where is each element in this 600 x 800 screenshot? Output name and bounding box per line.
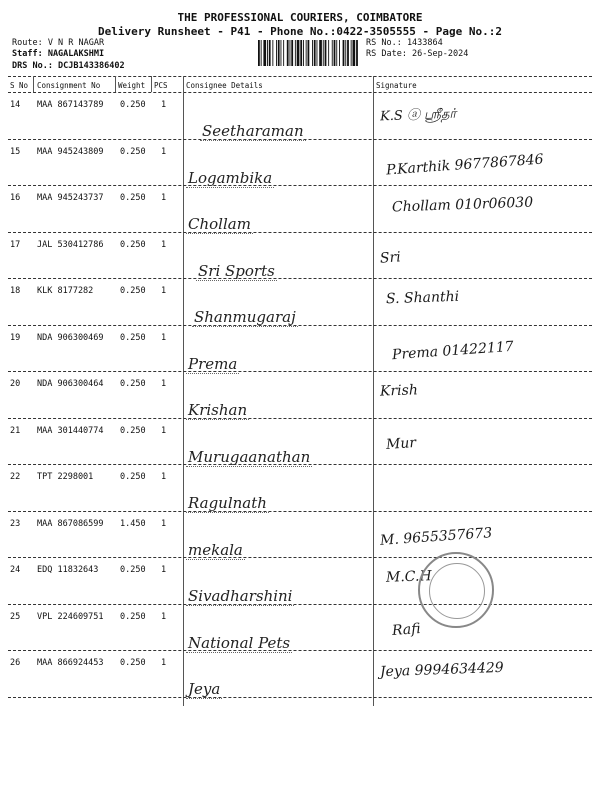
row-signature: Mur	[385, 434, 417, 453]
row-consignee-handwritten: Ragulnath	[188, 494, 267, 512]
barcode-bar	[306, 40, 307, 66]
col-consignee: Consignee Details	[186, 81, 263, 90]
row-weight: 0.250	[120, 286, 146, 296]
row-sno: 23	[10, 518, 21, 529]
rs-number: RS No.: 1433864	[366, 38, 443, 48]
row-consignee-handwritten: mekala	[188, 540, 243, 559]
col-pcs: PCS	[154, 81, 168, 90]
row-pcs: 1	[161, 100, 167, 110]
row-sno: 19	[10, 332, 21, 343]
barcode-bar	[319, 40, 322, 66]
row-consignee-handwritten: Shanmugaraj	[194, 308, 296, 326]
row-sno: 25	[10, 611, 21, 622]
row-pcs: 1	[161, 146, 167, 157]
barcode-bar	[290, 40, 291, 66]
row-signature: Jeya 9994634429	[379, 659, 504, 681]
barcode-bar	[267, 40, 268, 66]
row-pcs: 1	[161, 518, 167, 529]
barcode-bar	[312, 40, 313, 66]
barcode-bar	[328, 40, 329, 66]
row-consignment-no: JAL 530412786	[37, 239, 104, 250]
barcode-bar	[317, 40, 318, 66]
row-consignment-no: NDA 906300469	[37, 332, 104, 343]
row-sno: 17	[10, 239, 21, 250]
drs-label: DRS No.: DCJB143386402	[12, 61, 125, 71]
row-weight: 1.450	[120, 518, 146, 529]
row-sno: 18	[10, 286, 21, 296]
route-label: Route: V N R NAGAR	[12, 38, 105, 48]
barcode-bar	[345, 40, 346, 66]
row-separator	[8, 418, 592, 419]
col-sno: S No	[10, 81, 29, 90]
barcode-bar	[353, 40, 356, 66]
col-divider	[183, 76, 184, 706]
row-separator	[8, 371, 592, 372]
row-sno: 26	[10, 658, 21, 668]
row-signature: P.Karthik 9677867846	[385, 151, 545, 178]
row-consignee-handwritten: Sri Sports	[198, 261, 275, 280]
company-title: THE PROFESSIONAL COURIERS, COIMBATORE	[177, 11, 423, 24]
row-consignee-handwritten: Chollam	[188, 215, 251, 233]
barcode-bar	[283, 40, 284, 66]
table-header-rule	[8, 92, 592, 93]
col-divider	[115, 76, 116, 92]
barcode-bar	[334, 40, 336, 66]
row-sno: 24	[10, 565, 21, 575]
barcode-bar	[295, 40, 296, 66]
row-sno: 14	[10, 100, 21, 110]
row-consignment-no: KLK 8177282	[37, 286, 94, 296]
row-consignment-no: MAA 866924453	[37, 658, 104, 668]
row-pcs: 1	[161, 425, 167, 436]
row-pcs: 1	[161, 239, 167, 250]
row-weight: 0.250	[120, 100, 146, 110]
row-weight: 0.250	[120, 658, 146, 668]
row-consignment-no: EDQ 11832643	[37, 565, 99, 575]
row-signature: S. Shanthi	[385, 288, 460, 308]
barcode-bar	[269, 40, 271, 66]
row-consignment-no: TPT 2298001	[37, 472, 94, 482]
row-weight: 0.250	[120, 425, 146, 436]
row-pcs: 1	[161, 193, 167, 203]
row-consignee-handwritten: Jeya	[188, 680, 221, 698]
row-pcs: 1	[161, 611, 167, 622]
row-weight: 0.250	[120, 379, 146, 389]
col-weight: Weight	[118, 81, 146, 90]
row-consignee-handwritten: Murugaanathan	[188, 447, 311, 466]
row-separator	[8, 232, 592, 233]
row-consignee-handwritten: National Pets	[188, 633, 291, 652]
barcode-bar	[287, 40, 289, 66]
row-sno: 20	[10, 379, 21, 389]
barcode-bar	[263, 40, 266, 66]
row-consignment-no: NDA 906300464	[37, 379, 104, 389]
row-separator	[8, 697, 592, 698]
row-separator	[8, 185, 592, 186]
barcode-bar	[303, 40, 304, 66]
col-consignment: Consignment No	[37, 81, 101, 90]
barcode-bar	[297, 40, 300, 66]
row-separator	[8, 464, 592, 465]
row-separator	[8, 557, 592, 558]
row-pcs: 1	[161, 286, 167, 296]
barcode-bar	[308, 40, 310, 66]
barcode-bar	[276, 40, 277, 66]
barcode-bar	[314, 40, 316, 66]
barcode-bar	[336, 40, 337, 66]
row-sno: 21	[10, 425, 21, 436]
barcode-bar	[343, 40, 345, 66]
col-signature: Signature	[376, 81, 417, 90]
row-separator	[8, 511, 592, 512]
col-divider	[33, 76, 34, 92]
company-stamp	[418, 552, 494, 628]
row-consignee-handwritten: Seetharaman	[202, 122, 304, 140]
row-consignment-no: MAA 301440774	[37, 425, 104, 436]
table-top-rule	[8, 76, 592, 77]
row-weight: 0.250	[120, 472, 146, 482]
barcode-bar	[339, 40, 340, 66]
row-weight: 0.250	[120, 332, 146, 343]
barcode-bar	[300, 40, 302, 66]
rs-date: RS Date: 26-Sep-2024	[366, 49, 469, 59]
row-weight: 0.250	[120, 611, 146, 622]
barcode-bar	[325, 40, 327, 66]
barcode-bar	[332, 40, 333, 66]
barcode-bar	[323, 40, 324, 66]
col-divider	[373, 76, 374, 706]
row-signature: M. 9655357673	[379, 524, 493, 549]
row-separator	[8, 278, 592, 279]
row-weight: 0.250	[120, 146, 146, 157]
row-sno: 22	[10, 472, 21, 482]
row-signature: K.S ⓐ ஸ்ரீதர்	[379, 106, 457, 125]
row-consignee-handwritten: Logambika	[188, 168, 273, 187]
row-pcs: 1	[161, 472, 167, 482]
barcode	[258, 40, 358, 66]
row-signature: Chollam 010r06030	[391, 194, 534, 216]
barcode-bar	[272, 40, 273, 66]
barcode-bar	[291, 40, 293, 66]
row-consignment-no: MAA 945243809	[37, 146, 104, 157]
row-sno: 15	[10, 146, 21, 157]
row-consignee-handwritten: Prema	[188, 354, 238, 373]
row-consignee-handwritten: Sivadharshini	[188, 587, 293, 605]
barcode-bar	[261, 40, 262, 66]
row-separator	[8, 604, 592, 605]
row-weight: 0.250	[120, 193, 146, 203]
row-signature: Krish	[379, 382, 419, 400]
barcode-bar	[258, 40, 260, 66]
row-signature: M.C.H	[385, 568, 432, 586]
row-separator	[8, 650, 592, 651]
row-separator	[8, 139, 592, 140]
row-signature: Prema 01422117	[391, 338, 515, 363]
row-consignment-no: MAA 867086599	[37, 518, 104, 529]
row-sno: 16	[10, 193, 21, 203]
row-signature: Sri	[379, 248, 402, 267]
row-consignment-no: VPL 224609751	[37, 611, 104, 622]
runsheet-subtitle: Delivery Runsheet - P41 - Phone No.:0422-3505555 - Page No.:2	[98, 25, 502, 38]
barcode-bar	[278, 40, 280, 66]
row-consignment-no: MAA 945243737	[37, 193, 104, 203]
barcode-bar	[281, 40, 282, 66]
row-pcs: 1	[161, 658, 167, 668]
row-weight: 0.250	[120, 565, 146, 575]
row-consignee-handwritten: Krishan	[188, 401, 248, 419]
row-pcs: 1	[161, 379, 167, 389]
row-pcs: 1	[161, 565, 167, 575]
staff-label: Staff: NAGALAKSHMI	[12, 49, 105, 59]
row-weight: 0.250	[120, 239, 146, 250]
row-consignment-no: MAA 867143789	[37, 100, 104, 110]
barcode-bar	[356, 40, 358, 66]
col-divider	[151, 76, 152, 92]
barcode-bar	[351, 40, 352, 66]
row-pcs: 1	[161, 332, 167, 343]
row-signature: Rafi	[391, 620, 422, 639]
row-separator	[8, 325, 592, 326]
barcode-bar	[347, 40, 349, 66]
